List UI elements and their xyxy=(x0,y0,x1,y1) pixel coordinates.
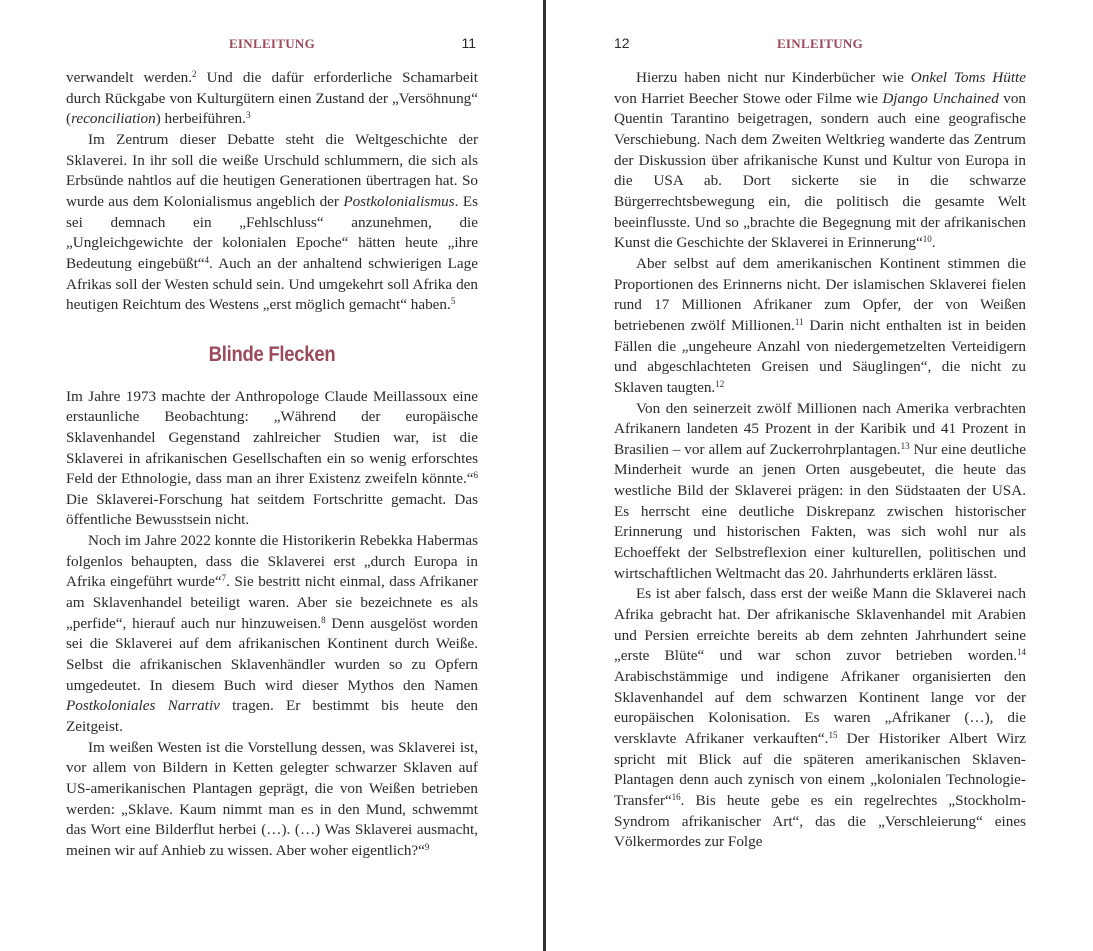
running-head xyxy=(66,36,478,68)
footnote-marker[interactable]: 3 xyxy=(245,110,251,121)
page-divider xyxy=(543,0,546,951)
footnote-marker[interactable]: 12 xyxy=(715,378,725,389)
paragraph: verwandelt werden.$^2$ Und die dafür erforderliche Schamarbeit durch Rückgabe von Kulturgütern einen Zustand der „Versöhnung“ (reconciliation) herbeiführen.$^3$ xyxy=(66,69,478,128)
paragraph: Im Zentrum dieser Debatte steht die Weltgeschichte der Sklaverei. In ihr soll die weiße Urschuld schlummern, die sich als Erbsünde nahtlos auf die heutigen Generationen übertragen hat. So wurde aus dem Kolonialismus angeblich der Postkolonialismus. Es sei demnach ein „Fehlschluss“ anzunehmen, die „Ungleichgewichte der kolonialen Epoche“ hätten heute „ihre Bedeutung eingebüßt“$^4$. Auch an der anhaltend schwierigen Lage Afrikas soll der Westen schuld sein. Und umgekehrt soll Afrika den heutigen Reichtum des Westens „erst möglich gemacht“ haben.$^5$ xyxy=(66,130,479,314)
section-heading: Blinde Flecken xyxy=(208,342,336,366)
footnote-marker[interactable]: 10 xyxy=(922,234,932,245)
footnote-marker[interactable]: 8 xyxy=(321,614,326,625)
page-number: 11 xyxy=(461,35,476,51)
paragraph: Es ist aber falsch, dass erst der weiße Mann die Sklaverei nach Afrika gebracht hat. Der afrikanische Sklavenhandel mit Arabien und Persien erreichte bereits ab dem zehnten Jahrhundert seine „erste Blüte“ und war schon zuvor betrieben worden.$^{14}$ Arabischstämmige und indigene Afrikaner organisierten den Sklavenhandel auf dem schwarzen Kontinent lange vor der europäischen Kolonisation. Es waren „Afrikaner (…), die versklavte Afrikaner verkauften“.$^{15}$ Der Historiker Albert Wirz spricht mit Blick auf die späteren amerikanischen Sklaven-Plantagen denn auch zynisch von einem „kolonialen Technologie-Transfer“$^{16}$. Bis heute gebe es ein regelrechtes „Stockholm-Syndrom afrikanischer Art“, das die „Verschleierung“ eines Völkermordes zur Folge xyxy=(614,585,1026,851)
running-head xyxy=(614,36,1026,68)
footnote-marker[interactable]: 14 xyxy=(1017,647,1026,658)
paragraph: Von den seinerzeit zwölf Millionen nach Amerika verbrachten Afrikanern landeten 45 Prozent in der Karibik und 41 Prozent in Brasilien – vor allem auf Zuckerrohrplantagen.$^{13}$ Nur eine deutliche Minderheit wurde an jenen Orten ausgebeutet, die heute das westliche Bild der Sklaverei prägen: in den Südstaaten der USA. Es herrscht eine deutliche Diskrepanz zwischen historischer Erinnerung und historischen Fakten, was sich wohl nur als Echoeffekt der Selbstreflexion einer kulturellen, politischen und wirtschaftlichen Weltmacht das 20. Jahrhunderts erklären lässt. xyxy=(614,399,1026,582)
footnote-marker[interactable]: 2 xyxy=(192,69,197,79)
paragraph: Noch im Jahre 2022 konnte die Historikerin Rebekka Habermas folgenlos behaupten, dass die Sklaverei erst „durch Europa in Afrika eingeführt wurde“$^7$. Sie bestritt nicht einmal, dass Afrikaner am Sklavenhandel beteiligt waren. Aber sie bezeichnete es als „perfide“, hierauf auch nur hinzuweisen.$^8$ Denn ausgelöst worden sei die Sklaverei auf dem afrikanischen Kontinent durch Weiße. Selbst die afrikanischen Sklavenhändler wurden so zu Opfern umgedeutet. In diesem Buch wird dieser Mythos den Namen Postkoloniales Narrativ tragen. Er bestimmt bis heute den Zeitgeist. xyxy=(66,532,478,736)
footnote-marker[interactable]: 15 xyxy=(828,730,838,740)
page-number: 12 xyxy=(614,35,630,51)
paragraph: Im Jahre 1973 machte der Anthropologe Claude Meillassoux eine erstaunliche Beobachtung: „Während der europäische Sklavenhandel Gegenstand zahlreicher Studien war, ist die Sklaverei in afrikanischen Gesellschaften ein so wenig erforschtes Feld der Ethnologie, dass man an ihrer Existenz zweifeln könnte.“$^6$ Die Sklaverei-Forschung hat seitdem Fortschritte gemacht. Das öffentliche Bewusstsein nicht. xyxy=(66,387,478,529)
footnote-marker[interactable]: 11 xyxy=(794,316,804,327)
footnote-marker[interactable]: 4 xyxy=(204,254,210,265)
paragraph: Im weißen Westen ist die Vorstellung dessen, was Sklaverei ist, vor allem von Bildern in Ketten gelegter schwarzer Sklaven auf US-amerikanischen Plantagen geprägt, die von Weißen betrieben werden: „Sklave. Kaum nimmt man es in den Mund, schwemmt das Wort eine Bilderflut herbei (…). (…) Was Sklaverei ausmacht, meinen wir auf Anhieb zu wissen. Aber woher eigentlich?“$^9$ xyxy=(66,738,478,859)
running-title: EINLEITUNG xyxy=(776,36,864,51)
right-page xyxy=(614,0,1026,853)
footnote-marker[interactable]: 16 xyxy=(671,791,681,802)
footnote-marker[interactable]: 6 xyxy=(473,470,478,481)
paragraph: Hierzu haben nicht nur Kinderbücher wie Onkel Toms Hütte von Harriet Beecher Stowe oder Filme wie Django Unchained von Quentin Tarantino beigetragen, sondern auch eine geografische Verschiebung. Nach dem Zweiten Weltkrieg wanderte das Zentrum der Diskussion über afrikanische Kunst und Kultur von Europa in die USA ab. Dort sickerte sie in die schwarze Bürgerrechtsbewegung ein, die politisch die gesamte Welt beeinflusste. Und so „brachte die Begegnung mit der afrikanischen Kunst die Geschichte der Sklaverei in Erinnerung“$^{10}$. xyxy=(614,69,1027,252)
body-text xyxy=(614,68,1026,853)
running-title: EINLEITUNG xyxy=(228,36,316,51)
footnote-marker[interactable]: 13 xyxy=(900,440,910,451)
footnote-marker[interactable]: 9 xyxy=(424,841,430,852)
footnote-marker[interactable]: 5 xyxy=(450,296,456,307)
footnote-marker[interactable]: 7 xyxy=(221,573,227,584)
left-page xyxy=(66,0,478,862)
body-text xyxy=(66,68,478,862)
paragraph: Aber selbst auf dem amerikanischen Kontinent stimmen die Proportionen des Erinnerns nicht. Der islamischen Sklaverei fielen rund 17 Millionen Afrikaner zum Opfer, der von Weißen betriebenen zwölf Millionen.$^{11}$ Darin nicht enthalten ist in beiden Fällen die „ungeheure Anzahl von niedergemetzelten Verteidigern und abgeschlachteten Greisen und Säuglingen“, die nicht zu Sklaven taugten.$^{12}$ xyxy=(614,254,1026,396)
